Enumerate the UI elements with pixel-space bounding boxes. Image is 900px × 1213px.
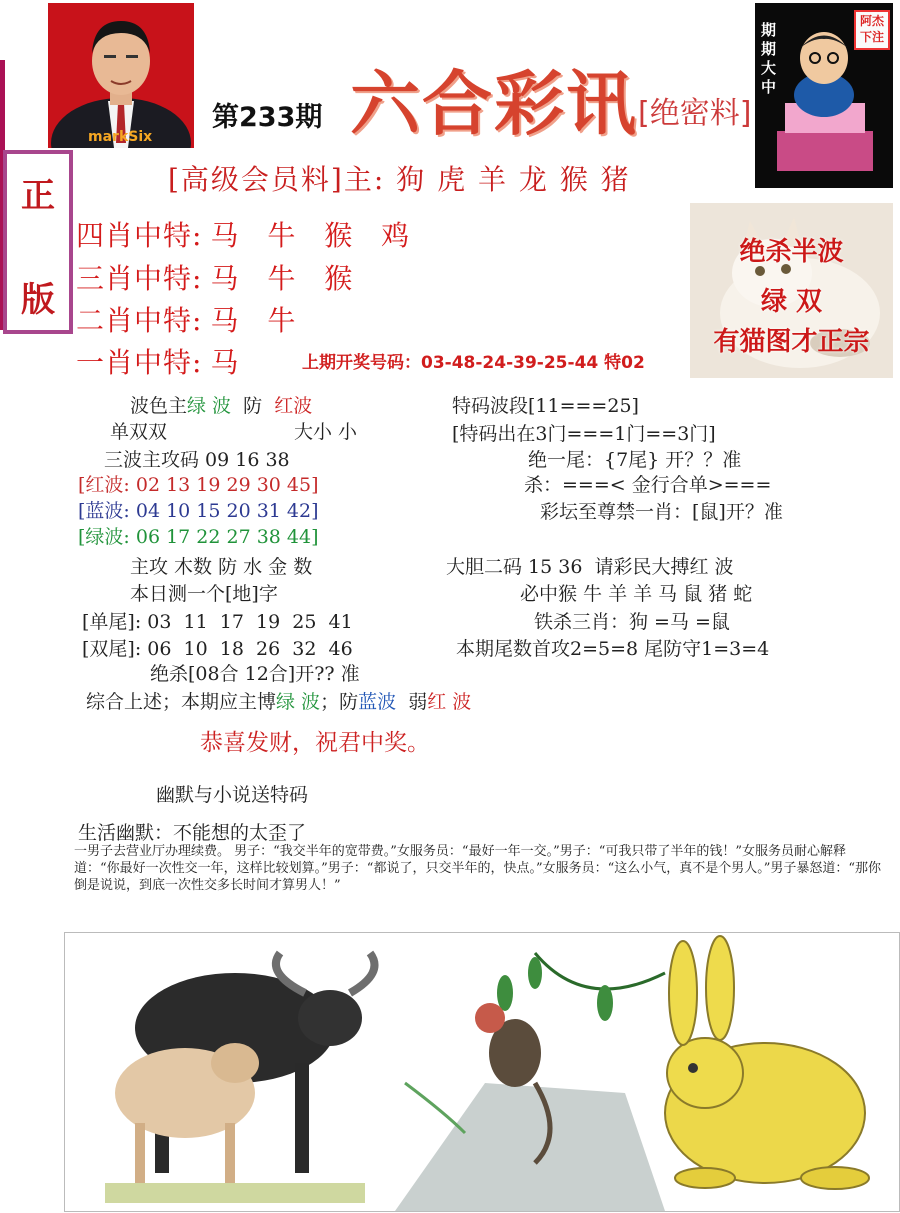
pick-two-value: 马 牛	[210, 304, 297, 337]
blue-wave-numbers: [蓝波: 04 10 15 20 31 42]	[78, 500, 319, 522]
authentic-badge	[3, 150, 73, 334]
wave-green-text: 绿 波	[187, 395, 232, 417]
cat-picture-box	[690, 203, 893, 378]
kill-three-zodiacs: 铁杀三肖：狗 =马 =鼠	[534, 611, 730, 633]
summary-weak: 弱	[408, 691, 428, 713]
green-wave-numbers: [绿波: 06 17 22 27 38 44]	[78, 526, 319, 548]
pick-two-row	[76, 299, 296, 339]
cartoon-badge: 阿杰下注	[859, 14, 884, 44]
kill-element: 杀：===< 金行合单>===	[524, 474, 772, 496]
daily-word: 本日测一个[地]字	[130, 583, 278, 605]
red-wave-numbers: [红波: 02 13 19 29 30 45]	[78, 474, 319, 496]
monkey-image	[395, 953, 665, 1211]
pick-four-row	[76, 214, 410, 254]
even-tail-numbers: [双尾]: 06 10 18 26 32 46	[82, 638, 353, 660]
cartoon-illustration	[755, 3, 893, 188]
summary-line	[86, 687, 471, 714]
pick-one-value: 马	[210, 346, 240, 379]
badge-bottom: 版	[21, 280, 55, 320]
size-pick: 大小 小	[294, 421, 358, 443]
ox-image	[105, 953, 375, 1203]
page-title: 六合彩讯	[350, 62, 638, 145]
pick-one-row	[76, 341, 239, 381]
summary-mid: ；防	[320, 691, 359, 713]
kill-combo: 绝杀[08合 12合]开?? 准	[150, 663, 360, 685]
wave-red-text: 红波	[274, 395, 313, 417]
element-pick: 主攻 木数 防 水 金 数	[130, 556, 313, 578]
forbidden-zodiac: 彩坛至尊禁一肖：[鼠]开？准	[540, 501, 783, 523]
wave-main-label: 波色主	[130, 395, 188, 417]
two-codes: 大胆二码 15 36 请彩民大搏红 波	[446, 556, 734, 578]
last-draw-numbers: 上期开奖号码：03-48-24-39-25-44 特02	[302, 353, 645, 373]
zodiac-animal-pictures	[64, 932, 900, 1212]
pick-two-label: 二肖中特:	[76, 304, 203, 337]
summary-green: 绿 波	[276, 691, 321, 713]
special-door: [特码出在3门===1门==3门]	[452, 423, 716, 445]
marksix-logo: markSix	[88, 129, 153, 145]
vip-zodiac-line: [高级会员料]主: 狗 虎 羊 龙 猴 猪	[168, 163, 631, 196]
congratulations: 恭喜发财，祝君中奖。	[200, 730, 430, 756]
special-range: 特码波段[11===25]	[452, 395, 639, 417]
issue-number: 第233期	[212, 102, 323, 133]
three-wave-codes: 三波主攻码 09 16 38	[104, 449, 290, 471]
cat-box-line1: 绝杀半波	[739, 237, 844, 267]
cat-box-line3: 有猫图才正宗	[713, 327, 870, 357]
life-humor-title: 生活幽默：不能想的太歪了	[78, 822, 307, 844]
humor-story: 一男子去营业厅办理续费。 男子：“我交半年的宽带费。”女服务员：“最好一年一交。”男子：“可我只带了半年的钱！”女服务员耐心解释道：“你最好一次性交一年，这样比较划算。”男子：“都说了，只交半年的，快点。”女服务员：“这么小气，真不是个男人。”男子暴怒道：“那你倒是说说，到底一次性交多长时间才算男人！”	[74, 844, 882, 893]
summary-blue: 蓝波	[358, 691, 397, 713]
page-subtitle: [绝密料]	[638, 96, 752, 131]
badge-top: 正	[21, 176, 55, 216]
rabbit-image	[665, 936, 869, 1189]
pick-three-row	[76, 257, 353, 297]
pick-one-label: 一肖中特:	[76, 346, 203, 379]
pick-four-value: 马 牛 猴 鸡	[210, 219, 411, 252]
wave-line	[130, 391, 312, 418]
pick-three-value: 马 牛 猴	[210, 262, 354, 295]
kill-tail: 绝一尾：{7尾} 开？？准	[528, 449, 742, 471]
humor-heading: 幽默与小说送特码	[156, 784, 309, 806]
summary-red: 红 波	[427, 691, 472, 713]
odd-even: 单双双	[110, 421, 168, 443]
must-hit-zodiacs: 必中猴 牛 羊 羊 马 鼠 猪 蛇	[520, 583, 753, 605]
cat-box-line2: 绿 双	[760, 287, 823, 317]
pick-three-label: 三肖中特:	[76, 262, 203, 295]
wave-guard-label: 防	[243, 395, 263, 417]
odd-tail-numbers: [单尾]: 03 11 17 19 25 41	[82, 611, 353, 633]
cartoon-sign: 期期大中	[761, 21, 777, 96]
tail-strategy: 本期尾数首攻2=5=8 尾防守1=3=4	[456, 638, 770, 660]
summary-prefix: 综合上述；本期应主博	[86, 691, 277, 713]
host-photo	[48, 3, 194, 148]
pick-four-label: 四肖中特:	[76, 219, 203, 252]
